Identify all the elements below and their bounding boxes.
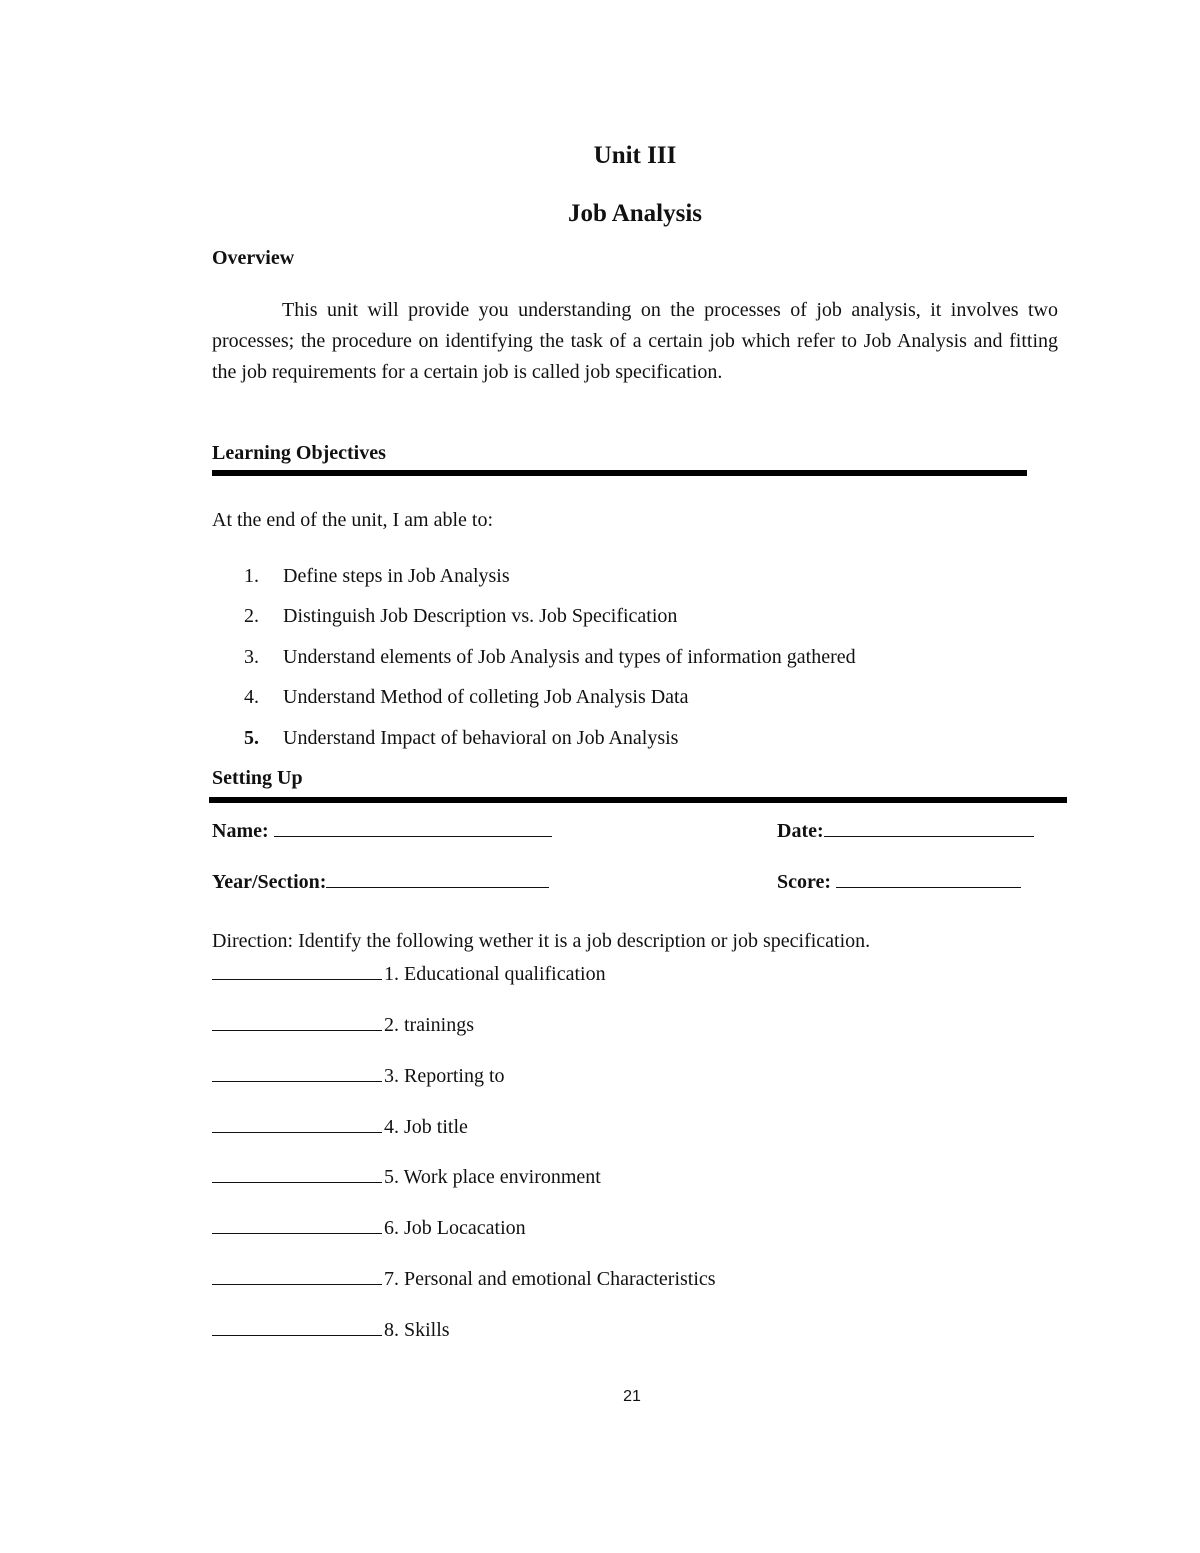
score-field[interactable] xyxy=(777,869,1021,894)
quiz-item-label: 6. Job Locacation xyxy=(384,1217,526,1239)
quiz-item xyxy=(212,1012,474,1037)
date-label: Date: xyxy=(777,820,824,842)
quiz-item-label: 3. Reporting to xyxy=(384,1065,505,1087)
date-blank[interactable] xyxy=(824,818,1034,837)
overview-heading: Overview xyxy=(212,247,295,269)
answer-blank[interactable] xyxy=(212,1164,382,1183)
objective-text: Understand elements of Job Analysis and types of information gathered xyxy=(283,646,856,668)
objective-text: Understand Method of colleting Job Analysis Data xyxy=(283,686,689,708)
objective-number: 5. xyxy=(244,727,259,749)
quiz-item-label: 2. trainings xyxy=(384,1014,474,1036)
quiz-item-label: 8. Skills xyxy=(384,1319,450,1341)
quiz-item xyxy=(212,1317,450,1342)
objective-text: Understand Impact of behavioral on Job Analysis xyxy=(283,727,679,749)
topic-title: Job Analysis xyxy=(567,200,703,227)
name-field[interactable] xyxy=(212,818,552,843)
score-label: Score: xyxy=(777,871,832,893)
quiz-item xyxy=(212,1114,468,1139)
answer-blank[interactable] xyxy=(212,1063,382,1082)
score-blank[interactable] xyxy=(836,869,1021,888)
objective-number: 4. xyxy=(244,686,259,708)
overview-paragraph xyxy=(212,295,1058,388)
setting-up-heading: Setting Up xyxy=(212,767,303,789)
answer-blank[interactable] xyxy=(212,1215,382,1234)
objectives-intro: At the end of the unit, I am able to: xyxy=(212,509,494,531)
objective-number: 2. xyxy=(244,605,259,627)
overview-text: This unit will provide you understanding on the processes of job analysis, it involves two processes; the procedure on identifying the task of a certain job which refer to Job Analysis and fitting the job requirements for a certain job is called job specification. xyxy=(212,299,1058,383)
quiz-item xyxy=(212,1266,716,1291)
date-field[interactable] xyxy=(777,818,1034,843)
quiz-item-label: 5. Work place environment xyxy=(384,1166,601,1188)
year-section-label: Year/Section: xyxy=(212,871,327,893)
objective-number: 3. xyxy=(244,646,259,668)
unit-title: Unit III xyxy=(593,142,677,169)
quiz-item xyxy=(212,1164,601,1189)
quiz-item xyxy=(212,1215,526,1240)
learning-objectives-rule xyxy=(212,470,1027,476)
objective-text: Distinguish Job Description vs. Job Specification xyxy=(283,605,678,627)
objective-text: Define steps in Job Analysis xyxy=(283,565,510,587)
quiz-item-label: 7. Personal and emotional Characteristics xyxy=(384,1268,716,1290)
page-number: 21 xyxy=(623,1388,641,1405)
answer-blank[interactable] xyxy=(212,961,382,980)
setting-up-rule xyxy=(209,797,1067,803)
quiz-item-label: 4. Job title xyxy=(384,1116,468,1138)
quiz-item-label: 1. Educational qualification xyxy=(384,963,606,985)
direction-text: Direction: Identify the following wether it is a job description or job specification. xyxy=(212,930,871,952)
quiz-item xyxy=(212,961,606,986)
year-section-field[interactable] xyxy=(212,869,549,894)
answer-blank[interactable] xyxy=(212,1317,382,1336)
answer-blank[interactable] xyxy=(212,1266,382,1285)
learning-objectives-heading: Learning Objectives xyxy=(212,442,386,464)
quiz-item xyxy=(212,1063,505,1088)
name-blank[interactable] xyxy=(274,818,552,837)
answer-blank[interactable] xyxy=(212,1012,382,1031)
answer-blank[interactable] xyxy=(212,1114,382,1133)
year-section-blank[interactable] xyxy=(326,869,549,888)
name-label: Name: xyxy=(212,820,269,842)
objective-number: 1. xyxy=(244,565,259,587)
